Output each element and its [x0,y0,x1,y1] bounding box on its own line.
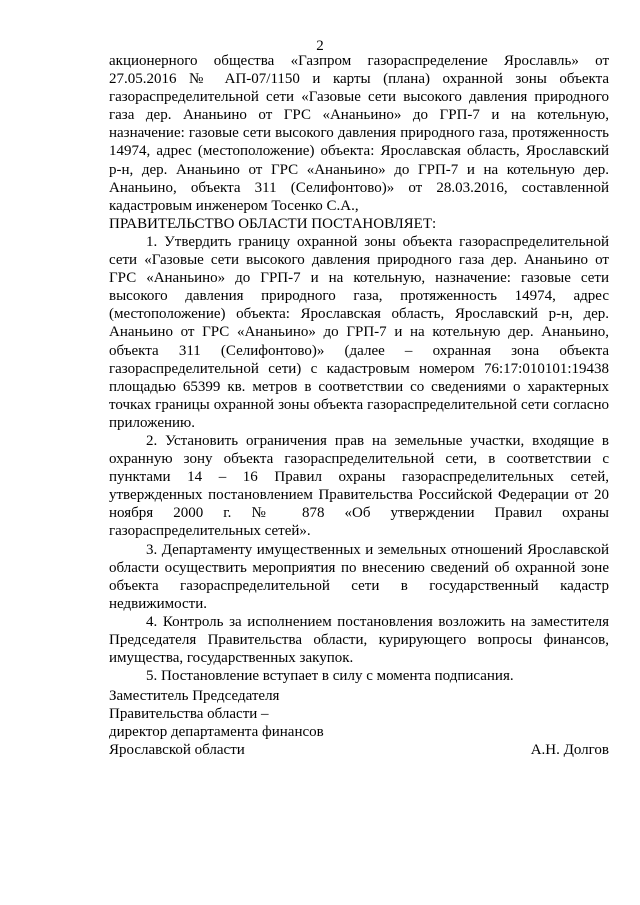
signer-title-line-2: Правительства области – [109,706,269,723]
item-1-paragraph: 1. Утвердить границу охранной зоны объекта газораспределительной сети «Газовые сети высокого давления природного газа дер. Ананьино от ГРС «Ананьино» до ГРП-7 и на котельную, назначение: газовые сети высокого давления природного газа, протяженность 14974, адрес (местоположение) объекта: Ярославская область, Ярославский р-н, дер. Ананьино от ГРС «Ананьино» до ГРП-7 и на котельную дер. Ананьино, объекта 311 (Селифонтово)» (далее – охранная зона объекта газораспределительной сети) с кадастровым номером 76:17:010101:19438 площадью 65399 кв. метров в соответствии со сведениями о характерных точках границы охранной зоны объекта газораспределительной сети согласно приложению. [109,233,609,431]
decree-heading: ПРАВИТЕЛЬСТВО ОБЛАСТИ ПОСТАНОВЛЯЕТ: [109,215,437,232]
page-number: 2 [316,38,324,54]
document-body [109,52,609,685]
signer-name: А.Н. Долгов [530,742,609,759]
signer-title-line-1: Заместитель Председателя [109,688,280,704]
item-3-paragraph: 3. Департаменту имущественных и земельных отношений Ярославской области осуществить мероприятия по внесению сведений об охранной зоне объекта газораспределительной сети в государственный кадастр недвижимости. [109,541,609,612]
intro-paragraph: акционерного общества «Газпром газораспределение Ярославль» от 27.05.2016 № АП-07/1150 и карты (плана) охранной зоны объекта газораспределительной сети «Газовые сети высокого давления природного газа дер. Ананьино от ГРС «Ананьино» до ГРП-7 и на котельную, назначение: газовые сети высокого давления природного газа, протяженность 14974, адрес (местоположение) объекта: Ярославская область, Ярославский р-н, дер. Ананьино от ГРС «Ананьино» до ГРП-7 и на котельную дер. Ананьино, объекта 311 (Селифонтово)» от 28.03.2016, составленной кадастровым инженером Тосенко С.А., [109,53,609,214]
signer-title-line-3: директор департамента финансов [109,724,324,741]
item-5-paragraph: 5. Постановление вступает в силу с момента подписания. [146,668,514,685]
item-4-paragraph: 4. Контроль за исполнением постановления возложить на заместителя Председателя Правительства области, курирующего вопросы финансов, имущества, государственных закупок. [109,613,609,667]
signature-block [109,687,609,759]
signer-title-line-4: Ярославской области [109,742,245,759]
item-2-paragraph: 2. Установить ограничения прав на земельные участки, входящие в охранную зону объекта газораспределительной сети, в соответствии с пунктами 14 – 16 Правил охраны газораспределительных сетей, утвержденных постановлением Правительства Российской Федерации от 20 ноября 2000 г. № 878 «Об утверждении Правил охраны газораспределительных сетей». [109,432,609,540]
